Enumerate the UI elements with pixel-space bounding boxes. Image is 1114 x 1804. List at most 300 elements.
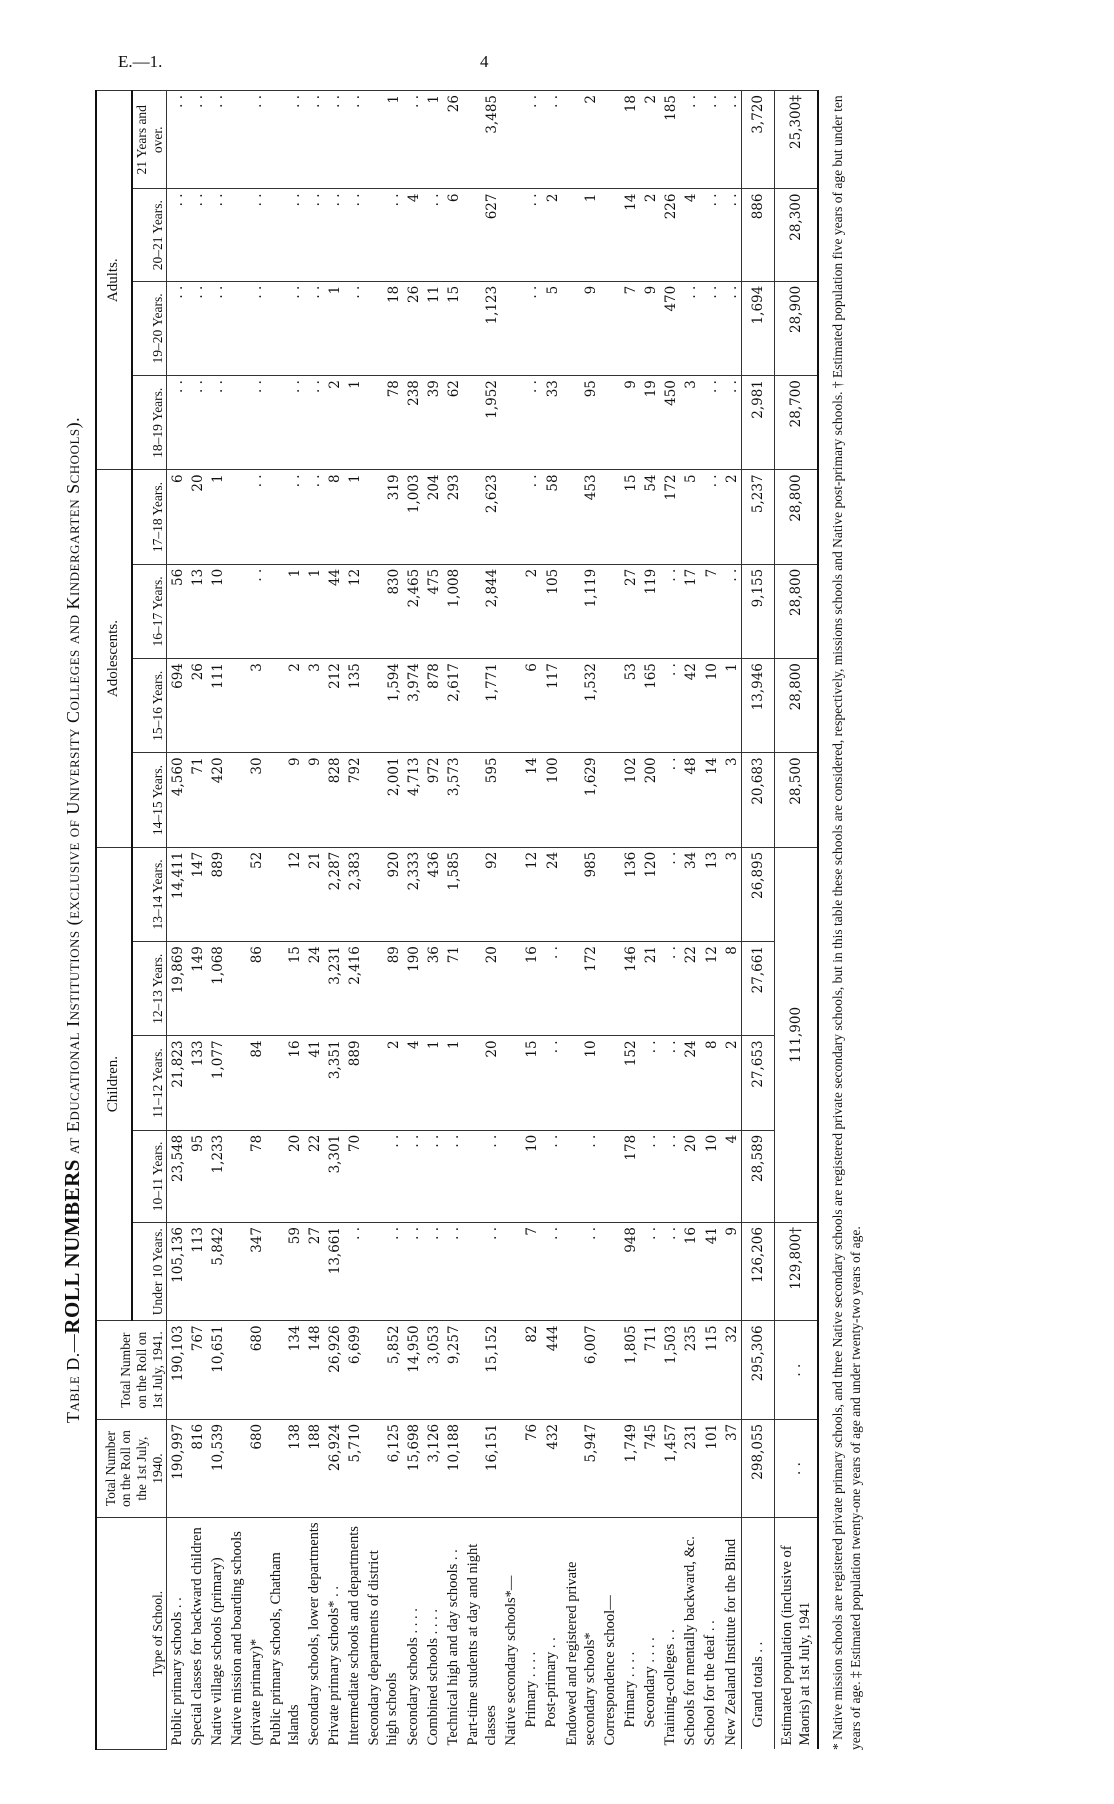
table-cell: 9,155 [741,564,774,658]
table-cell: 830 [364,564,402,658]
table-cell: 3 [721,753,742,847]
table-cell: 12 [344,564,364,658]
school-type-label: Private primary schools* . . [324,1518,344,1750]
table-row [541,91,561,1750]
school-type-label: Secondary . . . . [640,1518,660,1750]
table-cell: 20 [463,1036,501,1130]
table-cell: . . [187,91,207,190]
table-row [463,91,501,1750]
table-cell: 1,233 [207,1130,227,1222]
table-cell: 82 [521,1321,541,1419]
table-cell [501,753,521,847]
table-cell: . . [640,1130,660,1222]
table-cell: . . [541,942,561,1036]
table-cell: 30 [227,753,265,847]
school-type-label: Secondary schools . . . . [403,1518,423,1750]
table-row [344,91,364,1750]
table-cell: 33 [541,376,561,470]
school-type-label: Native village schools (primary) [207,1518,227,1750]
table-cell: 1 [266,564,304,658]
table-cell: . . [660,753,680,847]
school-type-label: Training-colleges . . [660,1518,680,1750]
table-cell: 15 [266,942,304,1036]
table-cell: 48 [680,753,700,847]
table-cell: 42 [680,659,700,753]
header-age: 21 Years and over. [132,91,167,190]
table-cell: . . [227,564,265,658]
table-cell: 17 [680,564,700,658]
table-cell: 134 [266,1321,304,1419]
table-cell: 4,713 [403,753,423,847]
table-cell: 138 [266,1419,304,1517]
school-type-label: Public primary schools . . [167,1518,188,1750]
table-cell: . . [680,91,700,190]
table-cell: 28,500 [774,753,818,847]
table-cell: 6 [167,470,188,564]
school-type-label: Special classes for backward children [187,1518,207,1750]
table-cell: 8 [324,470,344,564]
table-cell: 16,151 [463,1419,501,1517]
table-cell: 84 [227,1036,265,1130]
table-cell: 8 [721,942,742,1036]
table-cell: 9 [562,281,600,375]
table-cell: 2,844 [463,564,501,658]
estimate-children-10-14: 111,900 [774,847,818,1222]
school-type-label: Intermediate schools and departments [344,1518,364,1750]
table-cell: . . [562,1130,600,1222]
table-cell: 2,465 [403,564,423,658]
table-row [721,91,742,1750]
table-cell: 15 [443,281,463,375]
table-cell: 10,188 [443,1419,463,1517]
table-cell: . . [562,1223,600,1321]
table-cell: 2 [640,189,660,281]
table-cell: . . [304,91,324,190]
estimate-under-10: 129,800† [774,1223,818,1321]
table-cell: . . [521,91,541,190]
table-cell: 3,231 [324,942,344,1036]
table-cell: 86 [227,942,265,1036]
header-age: 12–13 Years. [132,942,167,1036]
table-cell: 95 [562,376,600,470]
table-cell: 26 [187,659,207,753]
table-cell: 105 [541,564,561,658]
header-age: 13–14 Years. [132,847,167,941]
table-cell: 1,771 [463,659,501,753]
table-cell: 2,623 [463,470,501,564]
header-age: 11–12 Years. [132,1036,167,1130]
table-cell: 20 [463,942,501,1036]
table-row [600,91,620,1750]
table-cell: 878 [423,659,443,753]
school-type-label: Endowed and registered private secondary schools* [562,1518,600,1750]
table-cell [600,1321,620,1419]
table-cell: 27 [304,1223,324,1321]
table-cell: 28,800 [774,470,818,564]
page-reference: E.—1. [118,52,163,71]
table-cell: . . [324,189,344,281]
page-number: 4 [480,52,489,71]
school-type-label: Part-time students at day and night classes [463,1518,501,1750]
table-cell: 135 [344,659,364,753]
table-row [227,91,265,1750]
table-row [521,91,541,1750]
header-age: 20–21 Years. [132,189,167,281]
table-cell: 113 [187,1223,207,1321]
page-header [118,52,1018,82]
table-row [562,91,600,1750]
table-cell: 20 [266,1130,304,1222]
table-cell: 133 [187,1036,207,1130]
table-cell: 1,008 [443,564,463,658]
table-cell: . . [344,189,364,281]
table-cell: 21,823 [167,1036,188,1130]
table-row [620,91,640,1750]
table-cell: 886 [741,189,774,281]
table-cell: 22 [680,942,700,1036]
table-cell: 3,974 [403,659,423,753]
table-cell: 595 [463,753,501,847]
table-cell: 117 [541,659,561,753]
table-cell: 71 [187,753,207,847]
table-cell: 147 [187,847,207,941]
table-cell: . . [423,1223,443,1321]
table-cell: 12 [266,847,304,941]
school-type-label: Native secondary schools*— [501,1518,521,1750]
table-cell: . . [266,470,304,564]
table-cell: 148 [304,1321,324,1419]
table-cell: 1,457 [660,1419,680,1517]
table-cell: . . [541,91,561,190]
table-cell: 1,003 [403,470,423,564]
table-cell: 226 [660,189,680,281]
table-cell: 14,411 [167,847,188,941]
table-cell: 100 [541,753,561,847]
table-cell: 15,152 [463,1321,501,1419]
table-cell [501,1321,521,1419]
table-cell: 238 [403,376,423,470]
table-cell [600,1036,620,1130]
table-cell: 178 [620,1130,640,1222]
table-cell: 26 [443,91,463,190]
table-cell: 24 [541,847,561,941]
table-cell: 21 [304,847,324,941]
table-cell: 19,869 [167,942,188,1036]
table-cell: 2,617 [443,659,463,753]
table-cell: 6,125 [364,1419,402,1517]
footnote: * Native mission schools are registered private primary schools, and three Native secondary schools are registered private secondary schools, but in this table these schools are considered, respectively, missions schools and Native post-primary schools. † Estimated population five years of age but under ten years of age. ‡ Estimated population twenty-one years of age and under twenty-two years of age. [829,95,863,1750]
table-cell: 19 [640,376,660,470]
table-cell: 745 [640,1419,660,1517]
table-cell: 1,629 [562,753,600,847]
table-cell: 21 [640,942,660,1036]
table-cell: . . [721,376,742,470]
table-cell: 1 [344,376,364,470]
table-cell: 444 [541,1321,561,1419]
table-row [266,91,304,1750]
table-cell: 16 [521,942,541,1036]
table-cell: 3 [304,659,324,753]
table-cell: 8 [700,1036,720,1130]
table-cell: 10 [521,1130,541,1222]
table-cell: 7 [700,564,720,658]
table-cell: . . [521,376,541,470]
table-cell: . . [721,281,742,375]
table-cell: 3 [721,847,742,941]
table-cell: . . [463,1223,501,1321]
table-cell: . . [774,1419,818,1517]
table-cell: 948 [620,1223,640,1321]
table-cell: 5 [541,281,561,375]
table-row [304,91,324,1750]
table-cell: . . [660,1036,680,1130]
title-prefix: Table D.— [63,1333,83,1424]
table-cell: 10,651 [207,1321,227,1419]
table-cell: 188 [304,1419,324,1517]
table-cell: . . [700,281,720,375]
table-cell [501,1036,521,1130]
table-cell [600,1419,620,1517]
table-cell: . . [403,1223,423,1321]
table-cell: 58 [541,470,561,564]
table-cell [600,942,620,1036]
school-type-label: Primary . . . . [521,1518,541,1750]
header-adolescents: Adolescents. [96,470,132,847]
table-cell: 1 [423,91,443,190]
table-cell: . . [541,1036,561,1130]
table-cell: 92 [463,847,501,941]
table-cell: 1,077 [207,1036,227,1130]
table-cell: 78 [227,1130,265,1222]
header-age: 19–20 Years. [132,281,167,375]
table-cell: 10 [700,659,720,753]
table-cell: 1,068 [207,942,227,1036]
table-cell: . . [344,281,364,375]
table-cell: 56 [167,564,188,658]
table-cell [501,91,521,190]
table-cell: 101 [700,1419,720,1517]
table-cell: 1 [423,1036,443,1130]
table-cell: 1,503 [660,1321,680,1419]
table-cell: . . [660,942,680,1036]
table-cell: 2,287 [324,847,344,941]
table-cell: 25,300‡ [774,91,818,190]
table-cell: 293 [443,470,463,564]
table-cell: 1 [364,91,402,190]
table-cell [501,1223,521,1321]
table-cell: 16 [680,1223,700,1321]
table-cell: 10 [207,564,227,658]
header-adults: Adults. [96,91,132,470]
table-cell: 28,700 [774,376,818,470]
table-cell: 2 [721,1036,742,1130]
table-cell: 627 [463,189,501,281]
table-cell: 1,594 [364,659,402,753]
table-cell: 39 [423,376,443,470]
table-cell: . . [403,1130,423,1222]
table-cell: 20,683 [741,753,774,847]
table-cell: 18 [620,91,640,190]
table-cell: 20 [680,1130,700,1222]
table-cell: 298,055 [741,1419,774,1517]
school-type-label: Correspondence school— [600,1518,620,1750]
table-cell: . . [463,1130,501,1222]
table-cell: . . [167,281,188,375]
table-cell: . . [700,91,720,190]
table-cell: 2 [640,91,660,190]
table-cell: 1 [443,1036,463,1130]
table-row [403,91,423,1750]
table-cell [600,470,620,564]
table-cell: 3,351 [324,1036,344,1130]
table-cell: . . [660,1130,680,1222]
table-cell: 2 [521,564,541,658]
table-cell: 816 [187,1419,207,1517]
table-cell: 18 [364,281,402,375]
table-cell: . . [403,91,423,190]
table-cell: 9 [620,376,640,470]
table-cell: . . [660,1223,680,1321]
table-cell: 27,653 [741,1036,774,1130]
table-cell: 136 [620,847,640,941]
table-cell: 1 [562,189,600,281]
table-cell: 13 [700,847,720,941]
table-cell: 9,257 [443,1321,463,1419]
table-cell: 62 [443,376,463,470]
table-cell: 231 [680,1419,700,1517]
table-cell: 15 [521,1036,541,1130]
table-cell: 5,237 [741,470,774,564]
table-cell: 16 [266,1036,304,1130]
table-cell: 14,950 [403,1321,423,1419]
table-cell: . . [541,1130,561,1222]
table-cell: . . [344,1223,364,1321]
table-cell: . . [443,1223,463,1321]
table-cell: 165 [640,659,660,753]
table-cell: 120 [640,847,660,941]
table-cell: . . [423,1130,443,1222]
table-cell: 4 [403,1036,423,1130]
table-cell [501,281,521,375]
table-cell: 23,548 [167,1130,188,1222]
table-cell: 475 [423,564,443,658]
table-cell: 28,900 [774,281,818,375]
table-cell: 13 [187,564,207,658]
header-age: Under 10 Years. [132,1223,167,1321]
table-cell: 89 [364,942,402,1036]
table-cell: 14 [620,189,640,281]
table-cell [600,659,620,753]
table-cell: . . [187,189,207,281]
table-cell: . . [344,91,364,190]
table-cell: 52 [227,847,265,941]
estimated-population-row [774,91,818,1750]
rotated-table-page [60,90,1050,1750]
table-cell: . . [227,281,265,375]
school-type-label: Native mission and boarding schools (private primary)* [227,1518,265,1750]
table-cell: 12 [700,942,720,1036]
footnotes [829,90,865,1750]
table-cell: 13,946 [741,659,774,753]
title-main: ROLL NUMBERS [60,1159,84,1334]
roll-numbers-table [95,90,819,1750]
header-age: 14–15 Years. [132,753,167,847]
table-cell: 70 [344,1130,364,1222]
table-cell: . . [266,91,304,190]
table-cell: . . [660,847,680,941]
school-type-label: Secondary schools, lower departments [304,1518,324,1750]
school-type-label: Technical high and day schools . . [443,1518,463,1750]
table-cell: 10 [562,1036,600,1130]
table-cell [501,1419,521,1517]
school-type-label: Post-primary . . [541,1518,561,1750]
table-cell: 1,749 [620,1419,640,1517]
school-type-label: School for the deaf . . [700,1518,720,1750]
table-cell: 27 [620,564,640,658]
table-cell: 2 [721,470,742,564]
table-cell: 680 [227,1419,265,1517]
table-cell: . . [304,189,324,281]
grand-totals-row [741,91,774,1750]
table-row [443,91,463,1750]
table-cell: 111 [207,659,227,753]
table-cell: 28,800 [774,659,818,753]
table-cell: 5,947 [562,1419,600,1517]
table-cell: 190 [403,942,423,1036]
table-cell: 4 [403,189,423,281]
table-cell: 1,119 [562,564,600,658]
table-cell: . . [640,1036,660,1130]
table-cell: . . [700,376,720,470]
table-cell: 7 [521,1223,541,1321]
table-cell: 920 [364,847,402,941]
table-cell: 450 [660,376,680,470]
table-cell: 7 [620,281,640,375]
table-cell: 1,952 [463,376,501,470]
table-cell: . . [640,1223,660,1321]
table-cell: 3,126 [423,1419,443,1517]
table-cell: 5,842 [207,1223,227,1321]
table-cell: . . [304,376,324,470]
table-cell: 15,698 [403,1419,423,1517]
table-row [423,91,443,1750]
table-cell: 26,924 [324,1419,344,1517]
table-cell: 1,694 [741,281,774,375]
table-cell: 14 [700,753,720,847]
school-type-label: Combined schools . . . . [423,1518,443,1750]
table-cell: 190,997 [167,1419,188,1517]
table-cell: 2,333 [403,847,423,941]
header-total-1940: Total Number on the Roll on the 1st July, 1940. [96,1419,167,1517]
table-cell: 6,007 [562,1321,600,1419]
table-cell: . . [227,189,265,281]
table-cell: 432 [541,1419,561,1517]
header-age: 18–19 Years. [132,376,167,470]
table-cell: . . [266,281,304,375]
table-cell: 347 [227,1223,265,1321]
table-cell: 792 [344,753,364,847]
table-row [660,91,680,1750]
table-cell [600,564,620,658]
table-cell: 889 [207,847,227,941]
table-row [700,91,720,1750]
table-cell: . . [304,281,324,375]
table-cell: . . [227,91,265,190]
table-cell: 3,573 [443,753,463,847]
table-cell: 2,981 [741,376,774,470]
table-cell: 20 [187,470,207,564]
table-cell: 26 [403,281,423,375]
